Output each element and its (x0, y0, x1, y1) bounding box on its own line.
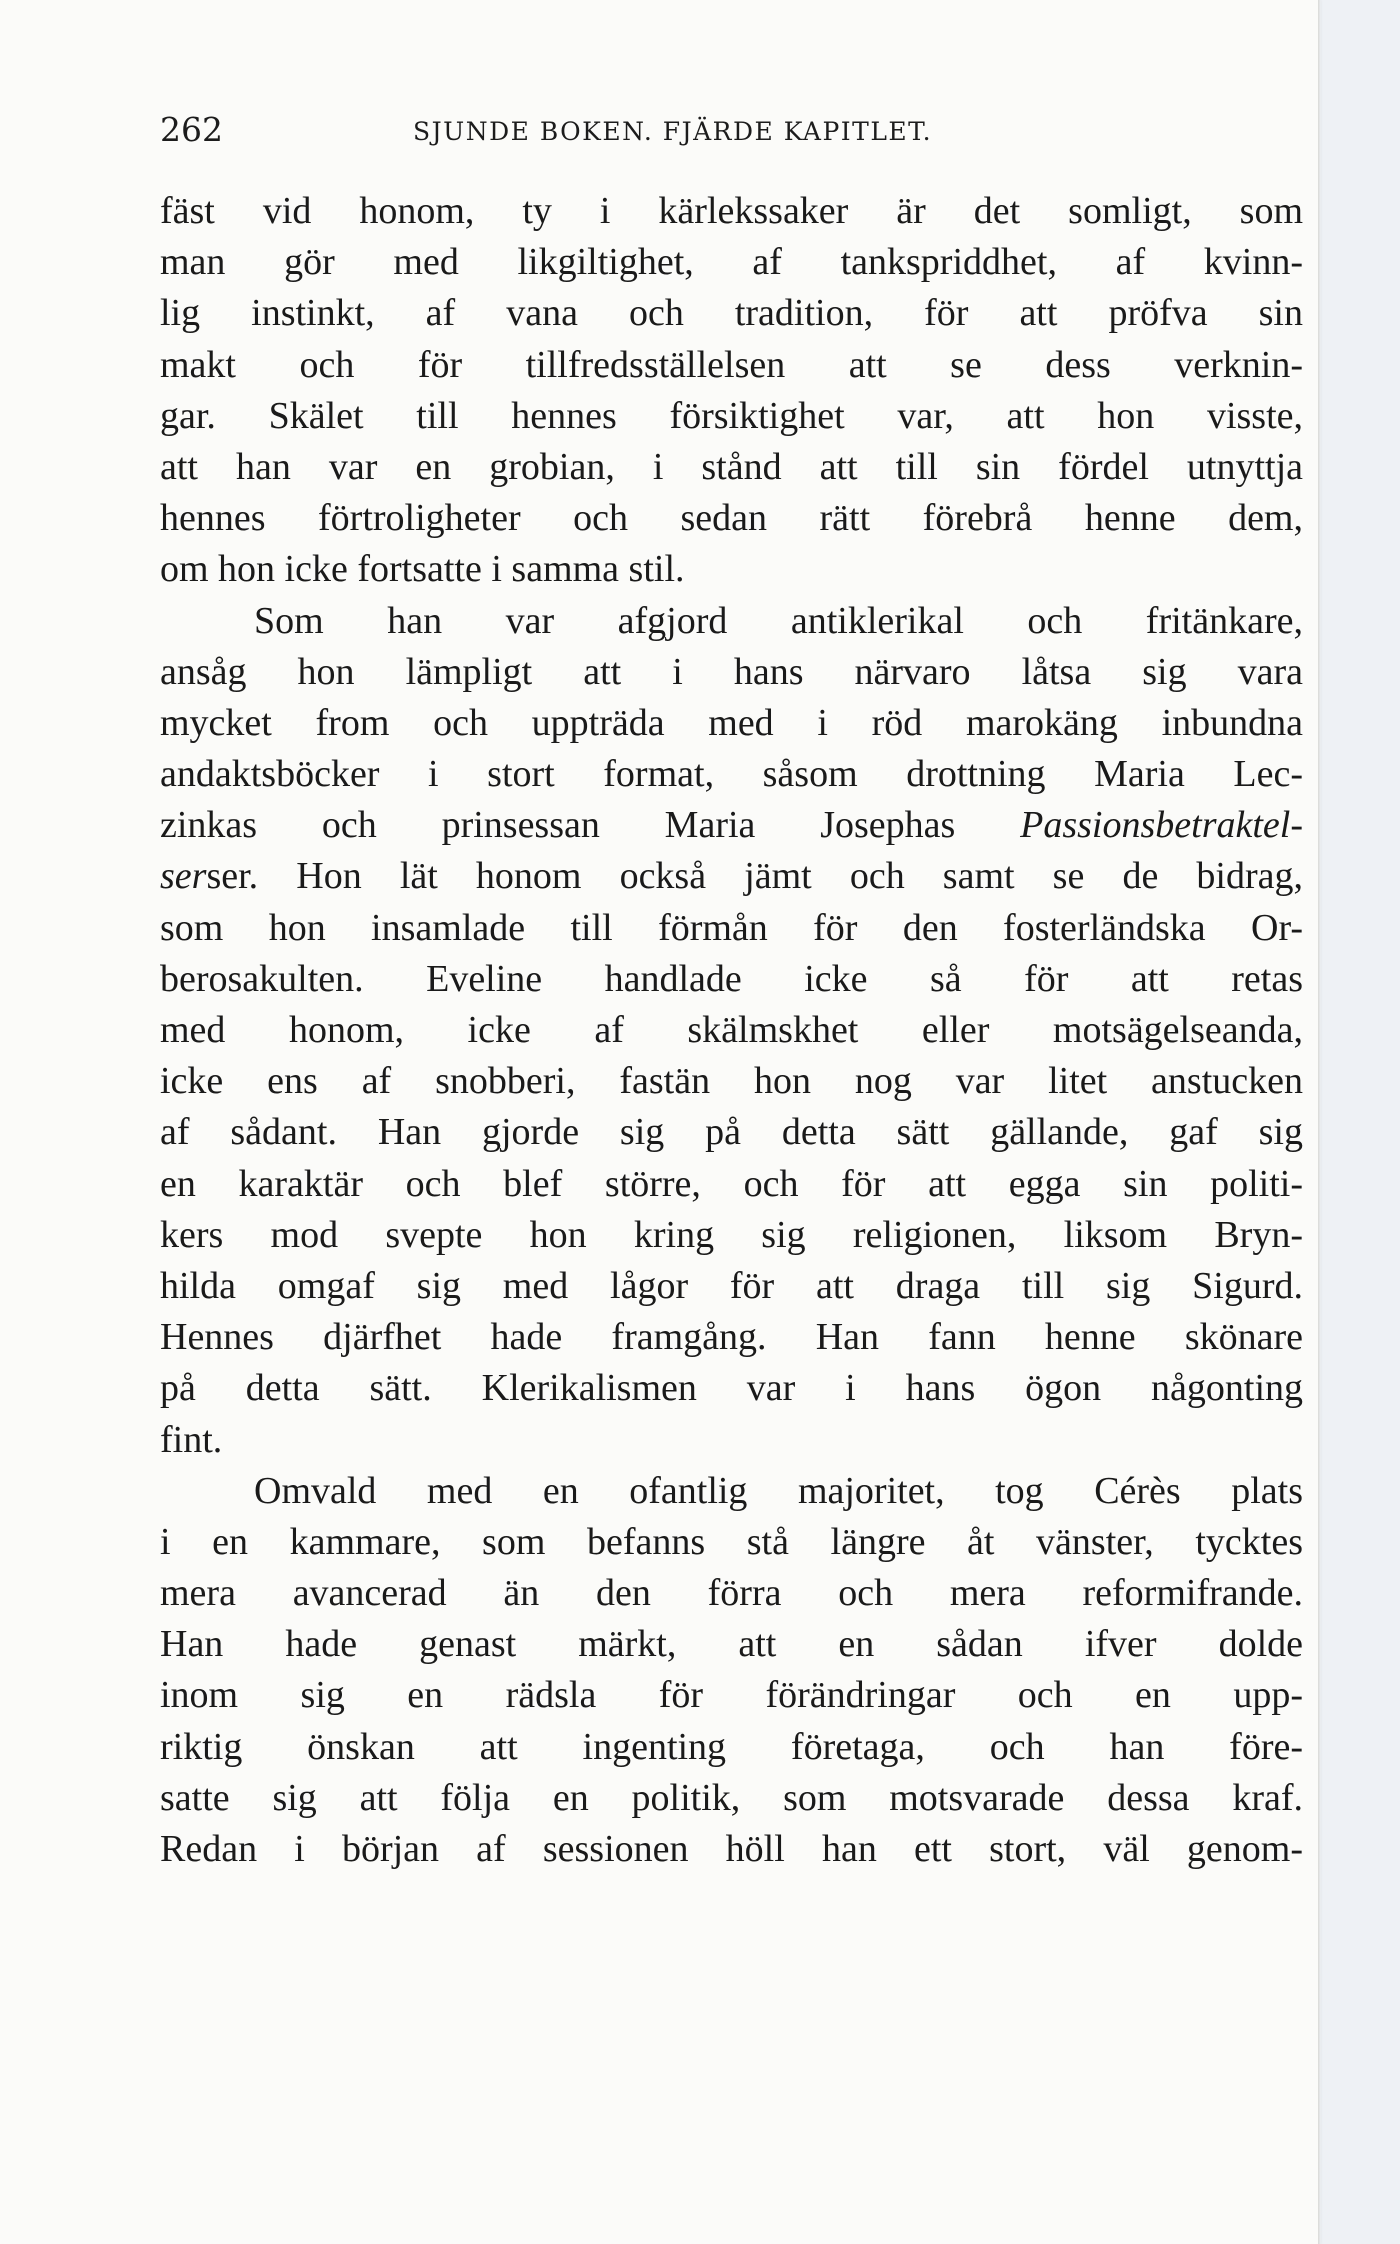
text-line: berosakulten. Eveline handlade icke så för att retas (160, 957, 1303, 1000)
text-line: i en kammare, som befanns stå längre åt vänster, tycktes (160, 1520, 1303, 1563)
text-line: satte sig att följa en politik, som motsvarade dessa kraf. (160, 1776, 1303, 1819)
text-line: af sådant. Han gjorde sig på detta sätt gällande, gaf sig (160, 1111, 1303, 1154)
text-line: med honom, icke af skälmskhet eller motsägelseanda, (160, 1009, 1303, 1051)
text-line: man gör med likgiltighet, af tankspriddhet, af kvinn- (160, 241, 1303, 284)
text-line: inom sig en rädsla för förändringar och en upp- (160, 1674, 1303, 1717)
text-line: Hennes djärfhet hade framgång. Han fann henne skönare (160, 1316, 1303, 1359)
text-line-with-title (160, 800, 1303, 851)
text-line: fäst vid honom, ty i kärlekssaker är det somligt, som (160, 190, 1303, 232)
text-line: hennes förtroligheter och sedan rätt förebrå henne dem, (160, 497, 1303, 540)
text-line: Som han var afgjord antiklerikal och fritänkare, (254, 599, 1303, 642)
text-line: gar. Skälet till hennes försiktighet var, att hon visste, (160, 394, 1303, 437)
italic-book-title: Passionsbetraktel- (1020, 804, 1303, 847)
page-header (160, 108, 1310, 152)
running-head: SJUNDE BOKEN. FJÄRDE KAPITLET. (413, 117, 933, 146)
text-line: icke ens af snobberi, fastän hon nog var litet anstucken (160, 1060, 1303, 1103)
text-line: på detta sätt. Klerikalismen var i hans ögon någonting (160, 1367, 1303, 1410)
text-line-with-title (160, 851, 1303, 902)
text-line: makt och för tillfredsställelsen att se dess verknin- (160, 343, 1303, 386)
text-fragment: ser. Hon lät honom också jämt och samt se de bidrag, (206, 855, 1303, 898)
text-line: en karaktär och blef större, och för att egga sin politi- (160, 1162, 1303, 1205)
text-line: som hon insamlade till förmån för den fosterländska Or- (160, 906, 1303, 949)
text-line: ansåg hon lämpligt att i hans närvaro låtsa sig vara (160, 650, 1303, 693)
text-line: andaktsböcker i stort format, såsom drottning Maria Lec- (160, 753, 1303, 796)
text-line: kers mod svepte hon kring sig religionen, liksom Bryn- (160, 1213, 1303, 1256)
italic-book-title-continued: ser (160, 855, 207, 898)
text-line: att han var en grobian, i stånd att till sin fördel utnyttja (160, 445, 1303, 488)
text-line: fint. (160, 1418, 223, 1461)
text-line: mera avancerad än den förra och mera reformifrande. (160, 1572, 1303, 1615)
text-line: riktig önskan att ingenting företaga, och han före- (160, 1725, 1303, 1768)
text-line: hilda omgaf sig med lågor för att draga till sig Sigurd. (160, 1264, 1303, 1307)
body-text (160, 186, 1303, 1875)
text-line: Han hade genast märkt, att en sådan ifver dolde (160, 1623, 1303, 1666)
text-line: lig instinkt, af vana och tradition, för att pröfva sin (160, 292, 1303, 335)
page-edge (1318, 0, 1321, 2244)
text-line: om hon icke fortsatte i samma stil. (160, 548, 685, 591)
text-line: mycket from och uppträda med i röd marokäng inbundna (160, 701, 1303, 744)
text-line: Omvald med en ofantlig majoritet, tog Cérès plats (254, 1469, 1303, 1512)
text-line: Redan i början af sessionen höll han ett stort, väl genom- (160, 1828, 1303, 1870)
page-number: 262 (160, 110, 223, 149)
text-fragment: zinkas och prinsessan Maria Josephas (160, 804, 1021, 847)
